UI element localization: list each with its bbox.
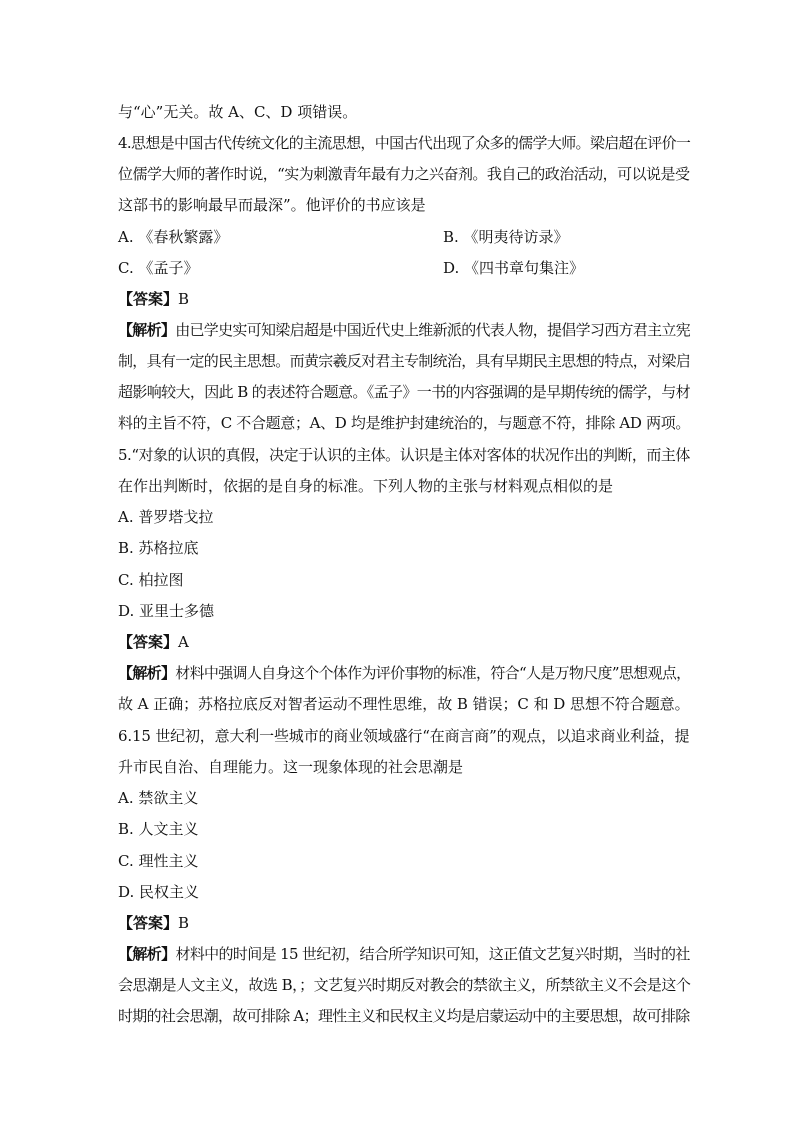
previous-analysis-tail: 与“心”无关。故 A、C、D 项错误。: [118, 103, 358, 121]
q4-option-a: A. 《春秋繁露》: [118, 228, 229, 246]
q4-stem-line-1: 4.思想是中国古代传统文化的主流思想，中国古代出现了众多的儒学大师。梁启超在评价一: [118, 134, 691, 152]
q5-option-a: A. 普罗塔戈拉: [118, 508, 214, 526]
q5-answer-value: A: [178, 633, 189, 651]
q4-analysis-text-1: 由已学史实可知梁启超是中国近代史上维新派的代表人物，提倡学习西方君主立宪: [175, 321, 691, 339]
q5-analysis-text-1: 材料中强调人自身这个个体作为评价事物的标准，符合“人是万物尺度”思想观点，: [175, 664, 691, 682]
q5-answer-label: 【答案】: [118, 633, 179, 651]
q4-option-d: D. 《四书章句集注》: [443, 259, 585, 277]
q5-answer: [118, 632, 189, 652]
q4-stem-line-3: 这部书的影响最早而最深”。他评价的书应该是: [118, 196, 426, 214]
q5-stem-line-1: 5.“对象的认识的真假，决定于认识的主体。认识是主体对客体的状况作出的判断，而主体: [118, 446, 690, 464]
q5-analysis-line-2: 故 A 正确；苏格拉底反对智者运动不理性思维，故 B 错误；C 和 D 思想不符合题意。: [118, 695, 690, 713]
q6-stem-line-1: 6.15 世纪初，意大利一些城市的商业领域盛行“在商言商”的观点，以追求商业利益，提: [118, 727, 690, 745]
q6-analysis-label: 【解析】: [118, 945, 176, 963]
q6-analysis-line-2: 会思潮是人文主义，故选 B，；文艺复兴时期反对教会的禁欲主义，所禁欲主义不会是这个: [118, 976, 691, 994]
q5-analysis-line-1: [118, 663, 690, 683]
q4-analysis-line-2: 制，具有一定的民主思想。而黄宗羲反对君主专制统治，具有早期民主思想的特点，对梁启: [118, 352, 691, 370]
q6-option-a: A. 禁欲主义: [118, 789, 199, 807]
q5-option-d: D. 亚里士多德: [118, 602, 215, 620]
q4-option-c: C. 《孟子》: [118, 259, 199, 277]
q5-analysis-label: 【解析】: [118, 664, 176, 682]
q4-answer-label: 【答案】: [118, 290, 179, 308]
q6-analysis-text-1: 材料中的时间是 15 世纪初，结合所学知识可知，这正值文艺复兴时期，当时的社: [175, 945, 690, 963]
q6-answer-value: B: [178, 914, 190, 932]
q4-analysis-line-3: 超影响较大，因此 B 的表述符合题意。《孟子》一书的内容强调的是早期传统的儒学，与材: [118, 383, 691, 401]
q4-analysis-label: 【解析】: [118, 321, 176, 339]
q6-answer: [118, 913, 189, 933]
q4-analysis-line-1: [118, 320, 690, 340]
q4-answer-value: B: [178, 290, 190, 308]
q6-stem-line-2: 升市民自治、自理能力。这一现象体现的社会思潮是: [118, 758, 464, 776]
q4-answer: [118, 289, 189, 309]
q5-option-b: B. 苏格拉底: [118, 539, 199, 557]
q4-stem-line-2: 位儒学大师的著作时说，“实为刺激青年最有力之兴奋剂。我自己的政治活动，可以说是受: [118, 165, 690, 183]
q6-analysis-line-3: 时期的社会思潮，故可排除 A；理性主义和民权主义均是启蒙运动中的主要思想，故可排除: [118, 1007, 690, 1025]
q6-option-c: C. 理性主义: [118, 852, 199, 870]
q6-analysis-line-1: [118, 944, 690, 964]
q4-option-b: B. 《明夷待访录》: [443, 228, 569, 246]
q6-option-b: B. 人文主义: [118, 820, 199, 838]
q4-analysis-line-4: 料的主旨不符，C 不合题意；A、D 均是维护封建统治的，与题意不符，排除 AD 两项。: [118, 414, 691, 432]
q5-stem-line-2: 在作出判断时，依据的是自身的标准。下列人物的主张与材料观点相似的是: [118, 477, 614, 495]
q6-option-d: D. 民权主义: [118, 883, 200, 901]
q5-option-c: C. 柏拉图: [118, 571, 184, 589]
q6-answer-label: 【答案】: [118, 914, 179, 932]
